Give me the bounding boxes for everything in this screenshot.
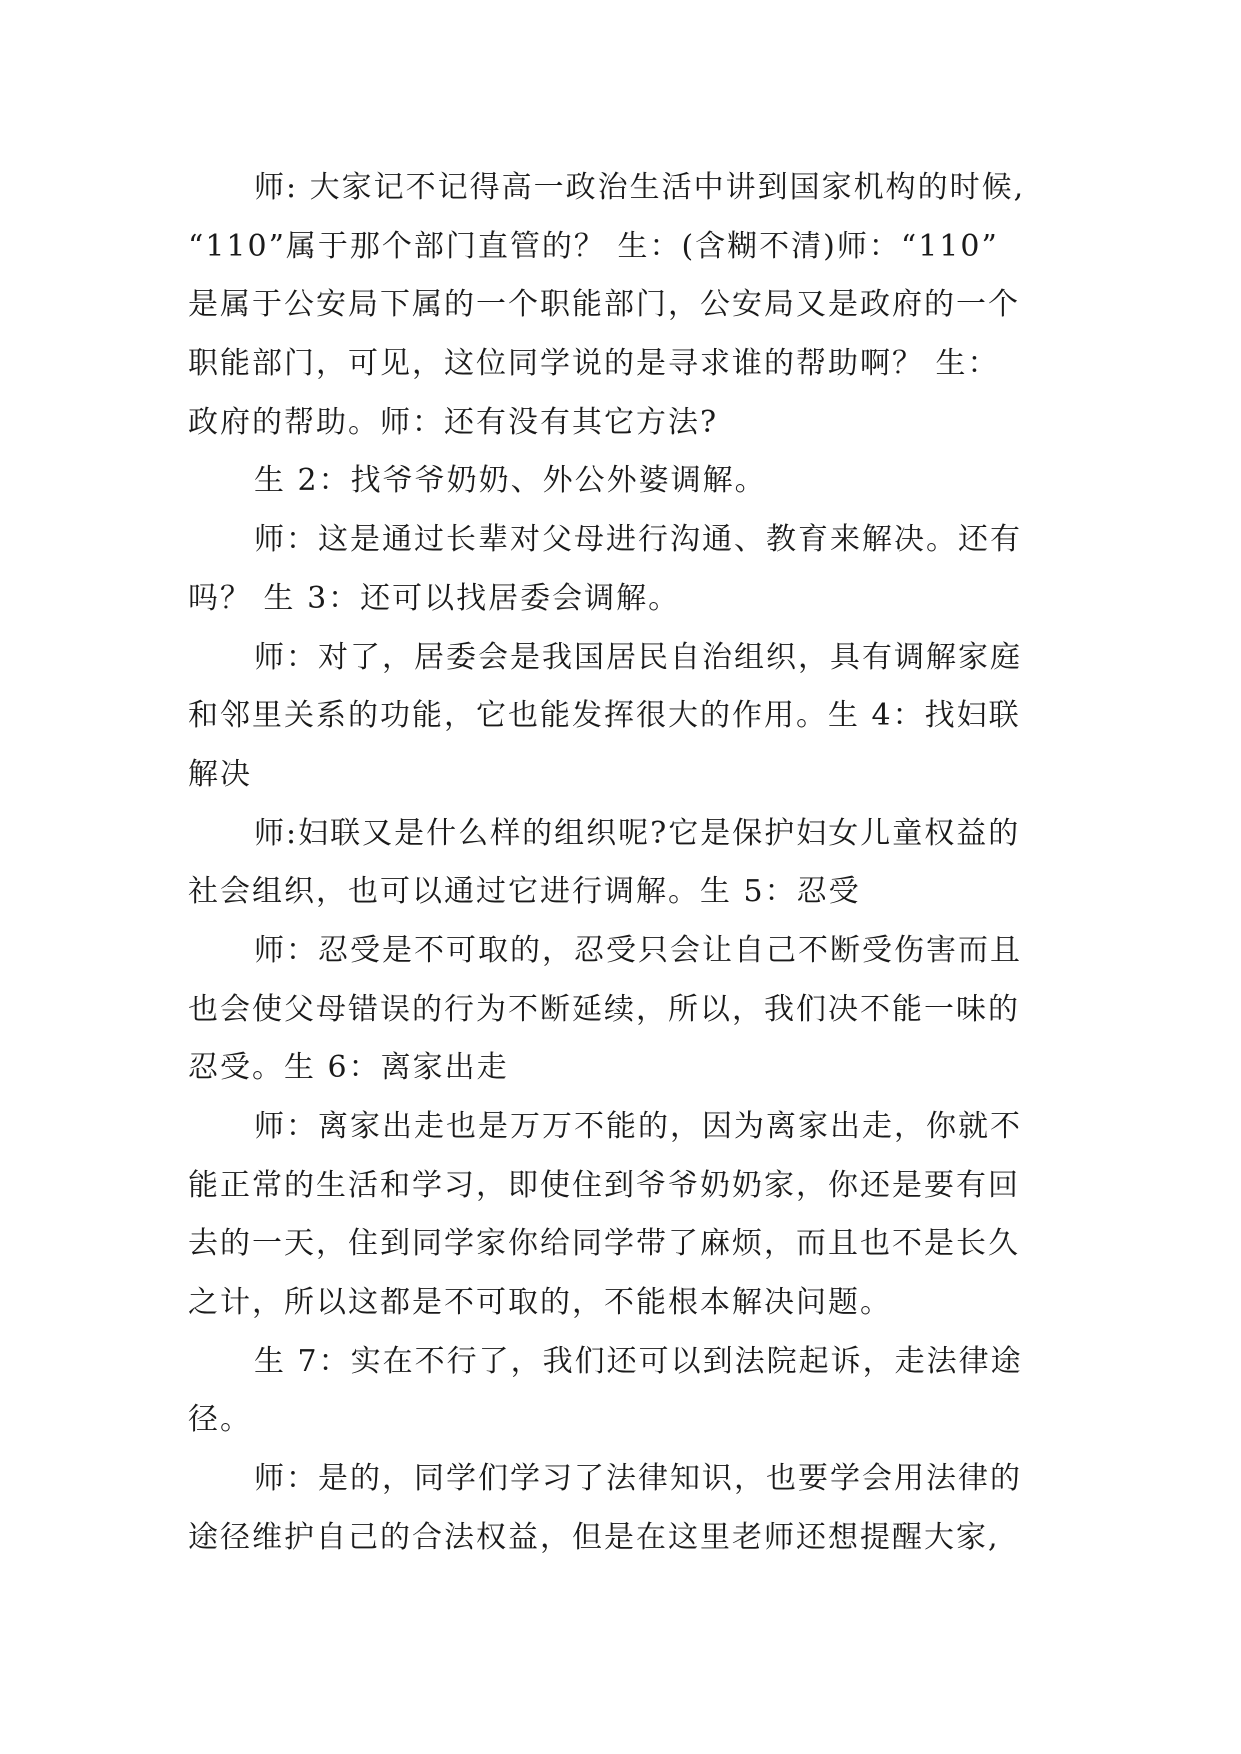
text-line: 之计，所以这都是不可取的，不能根本解决问题。 [188,1285,892,1321]
text-line: 师：是的，同学们学习了法律知识，也要学会用法律的 [254,1461,1022,1497]
text-line: 径。 [188,1402,252,1438]
text-line: 师:妇联又是什么样的组织呢?它是保护妇女儿童权益的 [254,815,1021,851]
text-line: 师：这是通过长辈对父母进行沟通、教育来解决。还有 [254,522,1022,558]
text-line: 去的一天，住到同学家你给同学带了麻烦，而且也不是长久 [188,1226,1020,1262]
text-line: 忍受。生 6：离家出走 [188,1050,509,1086]
text-line: 师：对了，居委会是我国居民自治组织，具有调解家庭 [254,639,1022,675]
text-line: 师：离家出走也是万万不能的，因为离家出走，你就不 [254,1109,1022,1144]
document-body [188,159,1088,1568]
text-line: 和邻里关系的功能，它也能发挥很大的作用。生 4：找妇联 [188,698,1021,734]
text-line: 社会组织，也可以通过它进行调解。生 5：忍受 [188,874,861,910]
text-line: 吗？ 生 3：还可以找居委会调解。 [188,580,681,616]
text-line: 也会使父母错误的行为不断延续，所以，我们决不能一味的 [188,991,1020,1027]
text-line: 生 7：实在不行了，我们还可以到法院起诉，走法律途 [254,1343,1023,1379]
text-line: 师: 大家记不记得高一政治生活中讲到国家机构的时候, [254,170,1026,205]
text-line: 政府的帮助。师：还有没有其它方法? [188,404,719,440]
text-line: 职能部门，可见，这位同学说的是寻求谁的帮助啊？ 生： [188,346,1000,382]
text-line: 师：忍受是不可取的，忍受只会让自己不断受伤害而且 [254,932,1022,968]
text-line: 途径维护自己的合法权益，但是在这里老师还想提醒大家, [188,1519,1000,1555]
text-line: 生 2：找爷爷奶奶、外公外婆调解。 [254,463,767,499]
text-line: “110”属于那个部门直管的？ 生：(含糊不清)师：“110” [188,228,999,264]
text-line: 解决 [188,756,252,792]
text-line: 能正常的生活和学习，即使住到爷爷奶奶家，你还是要有回 [188,1167,1020,1203]
text-line: 是属于公安局下属的一个职能部门，公安局又是政府的一个 [188,287,1020,323]
